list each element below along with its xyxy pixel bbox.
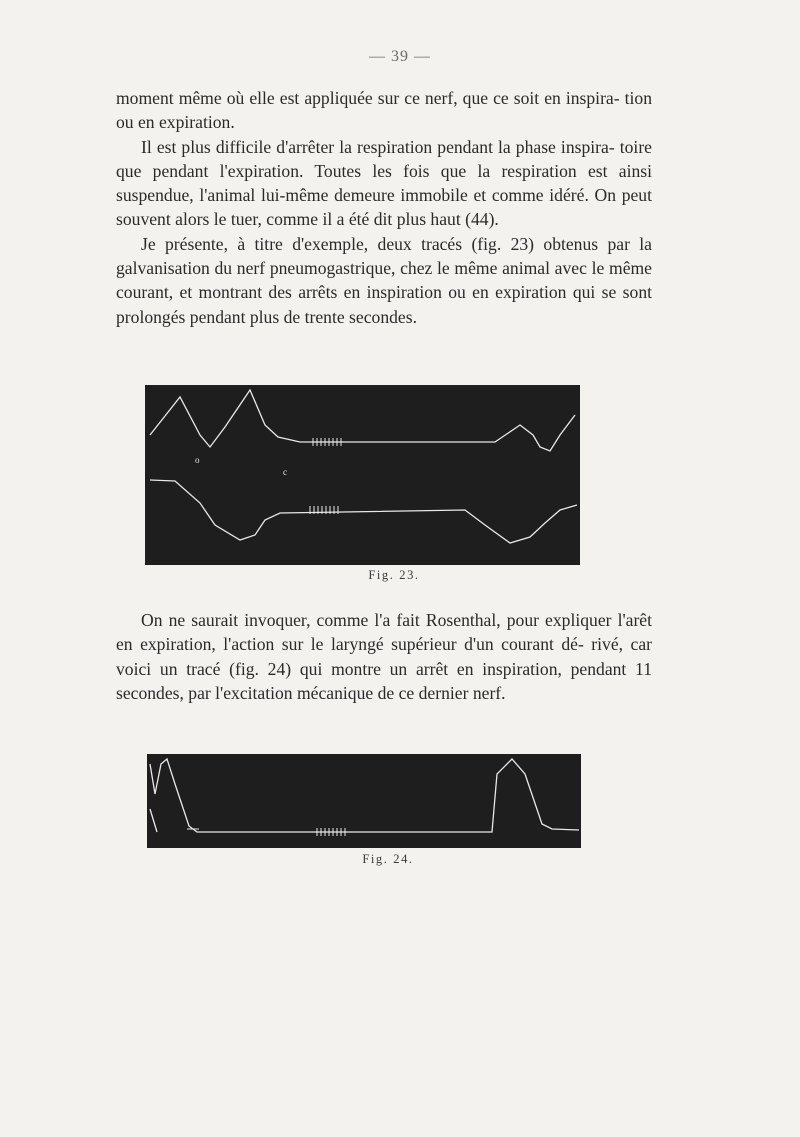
fig23-upper-trace: [150, 390, 575, 451]
figure-24: [147, 754, 581, 848]
text-block-top: [116, 86, 652, 329]
fig24-upper-trace: [150, 759, 579, 832]
paragraph-4: On ne saurait invoquer, comme l'a fait Rosenthal, pour expliquer l'arêt en expiration, l'action sur le laryngé supérieur d'un courant dé- rivé, car voici un tracé (fig. 24) qui montre un arrêt en inspiration, pendant 11 secondes, par l'excitation mécanique de ce dernier nerf.: [116, 610, 652, 703]
fig23-marker-lower: c: [283, 467, 287, 477]
figure-23-caption: Fig. 23.: [368, 568, 420, 582]
fig23-lower-trace: [150, 480, 577, 543]
figure-23: [145, 385, 580, 565]
fig24-left-curve: [150, 809, 157, 832]
paragraph-1: moment même où elle est appliquée sur ce nerf, que ce soit en inspira- tion ou en expiration.: [116, 88, 652, 133]
figure-23-trace: [145, 385, 580, 565]
paragraph-3: Je présente, à titre d'exemple, deux tracés (fig. 23) obtenus par la galvanisation du nerf pneumogastrique, chez le même animal avec le même courant, et montrant des arrêts en inspiration ou en expiration qui se sont prolongés pendant plus de trente secondes.: [116, 233, 652, 327]
figure-24-trace: [147, 754, 581, 848]
text-block-bottom: [116, 608, 652, 705]
page-number: — 39 —: [369, 48, 431, 65]
figure-24-caption: Fig. 24.: [362, 852, 414, 866]
paragraph-2: Il est plus difficile d'arrêter la respiration pendant la phase inspira- toire que pendant l'expiration. Toutes les fois que la respiration est ainsi suspendue, l'animal lui-même demeure immobile et comme idéré. On peut souvent alors le tuer, comme il a été dit plus haut (44).: [116, 136, 652, 230]
fig23-marker-upper: o: [195, 455, 200, 465]
